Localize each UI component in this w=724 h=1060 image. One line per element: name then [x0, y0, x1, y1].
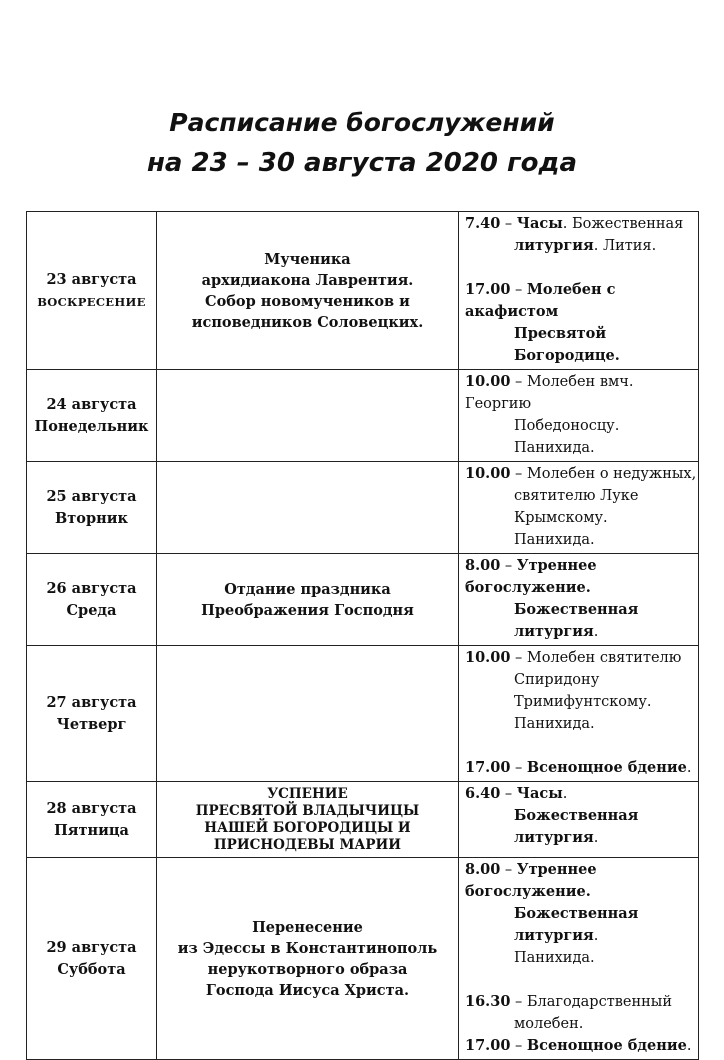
date-cell	[27, 782, 157, 858]
feast-cell	[157, 370, 459, 462]
services-cell	[459, 554, 699, 646]
service-text: .	[593, 624, 599, 640]
service-line	[465, 463, 698, 485]
service-line-cont	[465, 903, 698, 947]
date-text: 27 августа	[46, 693, 137, 711]
service-text: Молебен святителю	[526, 650, 682, 666]
service-spacer	[465, 257, 698, 279]
service-line-cont	[465, 713, 698, 735]
service-time: 17.00	[465, 759, 511, 776]
date-text: 29 августа	[46, 938, 137, 956]
services-cell	[459, 462, 699, 554]
feast-line: НАШЕЙ БОГОРОДИЦЫ И	[204, 819, 411, 836]
service-line	[465, 991, 698, 1013]
feast-cell	[157, 646, 459, 782]
service-text: Спиридону Тримифунтскому.	[514, 672, 652, 710]
feast-cell	[157, 554, 459, 646]
service-line	[465, 783, 698, 805]
service-time: 16.30	[465, 993, 511, 1010]
service-time: 17.00	[465, 1037, 511, 1054]
service-dash: –	[510, 282, 527, 298]
service-text-bold: Всенощное бдение	[526, 759, 687, 776]
service-text: молебен.	[514, 1016, 584, 1032]
service-text-bold: Всенощное бдение	[526, 1037, 687, 1054]
service-line-cont	[465, 485, 698, 529]
service-text: . Божественная	[562, 216, 684, 232]
service-line-cont	[465, 947, 698, 969]
service-entry	[465, 463, 698, 551]
feast-line: УСПЕНИЕ	[267, 785, 348, 802]
feast-cell	[157, 782, 459, 858]
service-text: .	[686, 1038, 692, 1054]
service-text: Панихида.	[514, 716, 595, 732]
service-text: .	[562, 786, 568, 802]
title-line-1: Расписание богослужений	[169, 108, 555, 137]
service-dash: –	[500, 786, 517, 802]
service-line-cont	[465, 529, 698, 551]
service-line	[465, 647, 698, 669]
service-time: 17.00	[465, 281, 511, 298]
service-dash: –	[510, 994, 527, 1010]
services-cell	[459, 782, 699, 858]
service-text: Панихида.	[514, 532, 595, 548]
date-cell	[27, 462, 157, 554]
service-text-bold: Молебен с акафистом	[465, 281, 616, 320]
feast-line: архидиакона Лаврентия.	[201, 271, 414, 289]
date-text: 28 августа	[46, 799, 137, 817]
service-text-bold: Божественная литургия	[514, 905, 639, 944]
date-text: 26 августа	[46, 579, 137, 597]
service-text: .	[686, 760, 692, 776]
service-text: Благодарственный	[526, 994, 672, 1010]
service-dash: –	[510, 760, 527, 776]
service-dash: –	[510, 466, 527, 482]
weekday-text: Вторник	[55, 509, 128, 527]
service-line-cont	[465, 805, 698, 849]
service-time: 10.00	[465, 373, 511, 390]
schedule-table	[26, 211, 699, 1060]
service-line-cont	[465, 323, 698, 367]
feast-line: из Эдессы в Константинополь	[177, 939, 438, 957]
feast-line: ПРЕСВЯТОЙ ВЛАДЫЧИЦЫ	[195, 802, 420, 819]
service-text-bold: Часы	[516, 785, 563, 802]
service-dash: –	[510, 374, 527, 390]
date-text: 23 августа	[46, 270, 137, 288]
service-text-bold: Утреннее богослужение.	[465, 861, 597, 900]
feast-line: Собор новомучеников и	[205, 292, 410, 310]
service-dash: –	[500, 862, 517, 878]
service-text-bold: Божественная литургия	[514, 601, 639, 640]
service-text: .	[593, 928, 599, 944]
service-text-bold: Часы	[516, 215, 563, 232]
weekday-text: Среда	[66, 601, 117, 619]
service-text: Молебен вмч. Георгию	[465, 374, 634, 412]
feast-cell	[157, 212, 459, 370]
weekday-text: Четверг	[56, 715, 127, 733]
services-cell	[459, 212, 699, 370]
weekday-text: Пятница	[54, 821, 129, 839]
date-cell	[27, 646, 157, 782]
service-entry	[465, 279, 698, 367]
service-dash: –	[500, 558, 517, 574]
date-cell	[27, 212, 157, 370]
service-text: .	[593, 830, 599, 846]
feast-line: Господа Иисуса Христа.	[205, 981, 410, 999]
service-text-bold: литургия	[514, 237, 594, 254]
feast-line: Преображения Господня	[201, 601, 414, 619]
schedule-row	[27, 370, 699, 462]
service-line	[465, 1035, 698, 1057]
weekday-text: Понедельник	[34, 417, 149, 435]
weekday-text: ВОСКРЕСЕНИЕ	[37, 294, 146, 309]
date-text: 25 августа	[46, 487, 137, 505]
service-entry	[465, 1035, 698, 1057]
service-line-cont	[465, 1013, 698, 1035]
service-entry	[465, 783, 698, 849]
service-entry	[465, 859, 698, 969]
service-line	[465, 371, 698, 415]
service-time: 6.40	[465, 785, 501, 802]
feast-line: ПРИСНОДЕВЫ МАРИИ	[213, 836, 402, 853]
feast-cell	[157, 858, 459, 1060]
date-cell	[27, 554, 157, 646]
services-cell	[459, 858, 699, 1060]
weekday-text: Суббота	[57, 960, 126, 978]
service-dash: –	[510, 650, 527, 666]
service-entry	[465, 647, 698, 735]
date-cell	[27, 370, 157, 462]
feast-cell	[157, 462, 459, 554]
service-entry	[465, 555, 698, 643]
schedule-row	[27, 554, 699, 646]
service-line	[465, 757, 698, 779]
service-text: . Лития.	[593, 238, 657, 254]
service-text: Панихида.	[514, 950, 595, 966]
services-cell	[459, 646, 699, 782]
service-line-cont	[465, 235, 698, 257]
date-cell	[27, 858, 157, 1060]
feast-line: исповедников Соловецких.	[191, 313, 424, 331]
service-time: 10.00	[465, 465, 511, 482]
service-text: Молебен о недужных,	[526, 466, 697, 482]
service-dash: –	[510, 1038, 527, 1054]
service-line-cont	[465, 599, 698, 643]
feast-line: Отдание праздника	[224, 580, 391, 598]
date-text: 24 августа	[46, 395, 137, 413]
service-time: 8.00	[465, 557, 501, 574]
services-cell	[459, 370, 699, 462]
service-entry	[465, 213, 698, 257]
service-time: 8.00	[465, 861, 501, 878]
service-text-bold: Утреннее богослужение.	[465, 557, 597, 596]
schedule-row	[27, 212, 699, 370]
service-line-cont	[465, 669, 698, 713]
feast-line: нерукотворного образа	[207, 960, 408, 978]
service-entry	[465, 371, 698, 459]
service-line	[465, 279, 698, 323]
service-text: Победоносцу. Панихида.	[514, 418, 620, 456]
service-text-bold: Божественная литургия	[514, 807, 639, 846]
service-text-bold: Пресвятой Богородице.	[514, 325, 620, 364]
service-dash: –	[500, 216, 517, 232]
service-line	[465, 859, 698, 903]
schedule-row	[27, 858, 699, 1060]
service-entry	[465, 991, 698, 1035]
service-spacer	[465, 969, 698, 991]
service-line	[465, 213, 698, 235]
service-time: 7.40	[465, 215, 501, 232]
feast-line: Перенесение	[252, 918, 363, 936]
schedule-row	[27, 462, 699, 554]
service-text: святителю Луке Крымскому.	[514, 488, 639, 526]
title-line-2: на 23 – 30 августа 2020 года	[146, 148, 578, 178]
schedule-row	[27, 782, 699, 858]
service-line-cont	[465, 415, 698, 459]
service-entry	[465, 757, 698, 779]
schedule-row	[27, 646, 699, 782]
feast-line: Мученика	[264, 250, 351, 268]
service-line	[465, 555, 698, 599]
service-spacer	[465, 735, 698, 757]
service-time: 10.00	[465, 649, 511, 666]
